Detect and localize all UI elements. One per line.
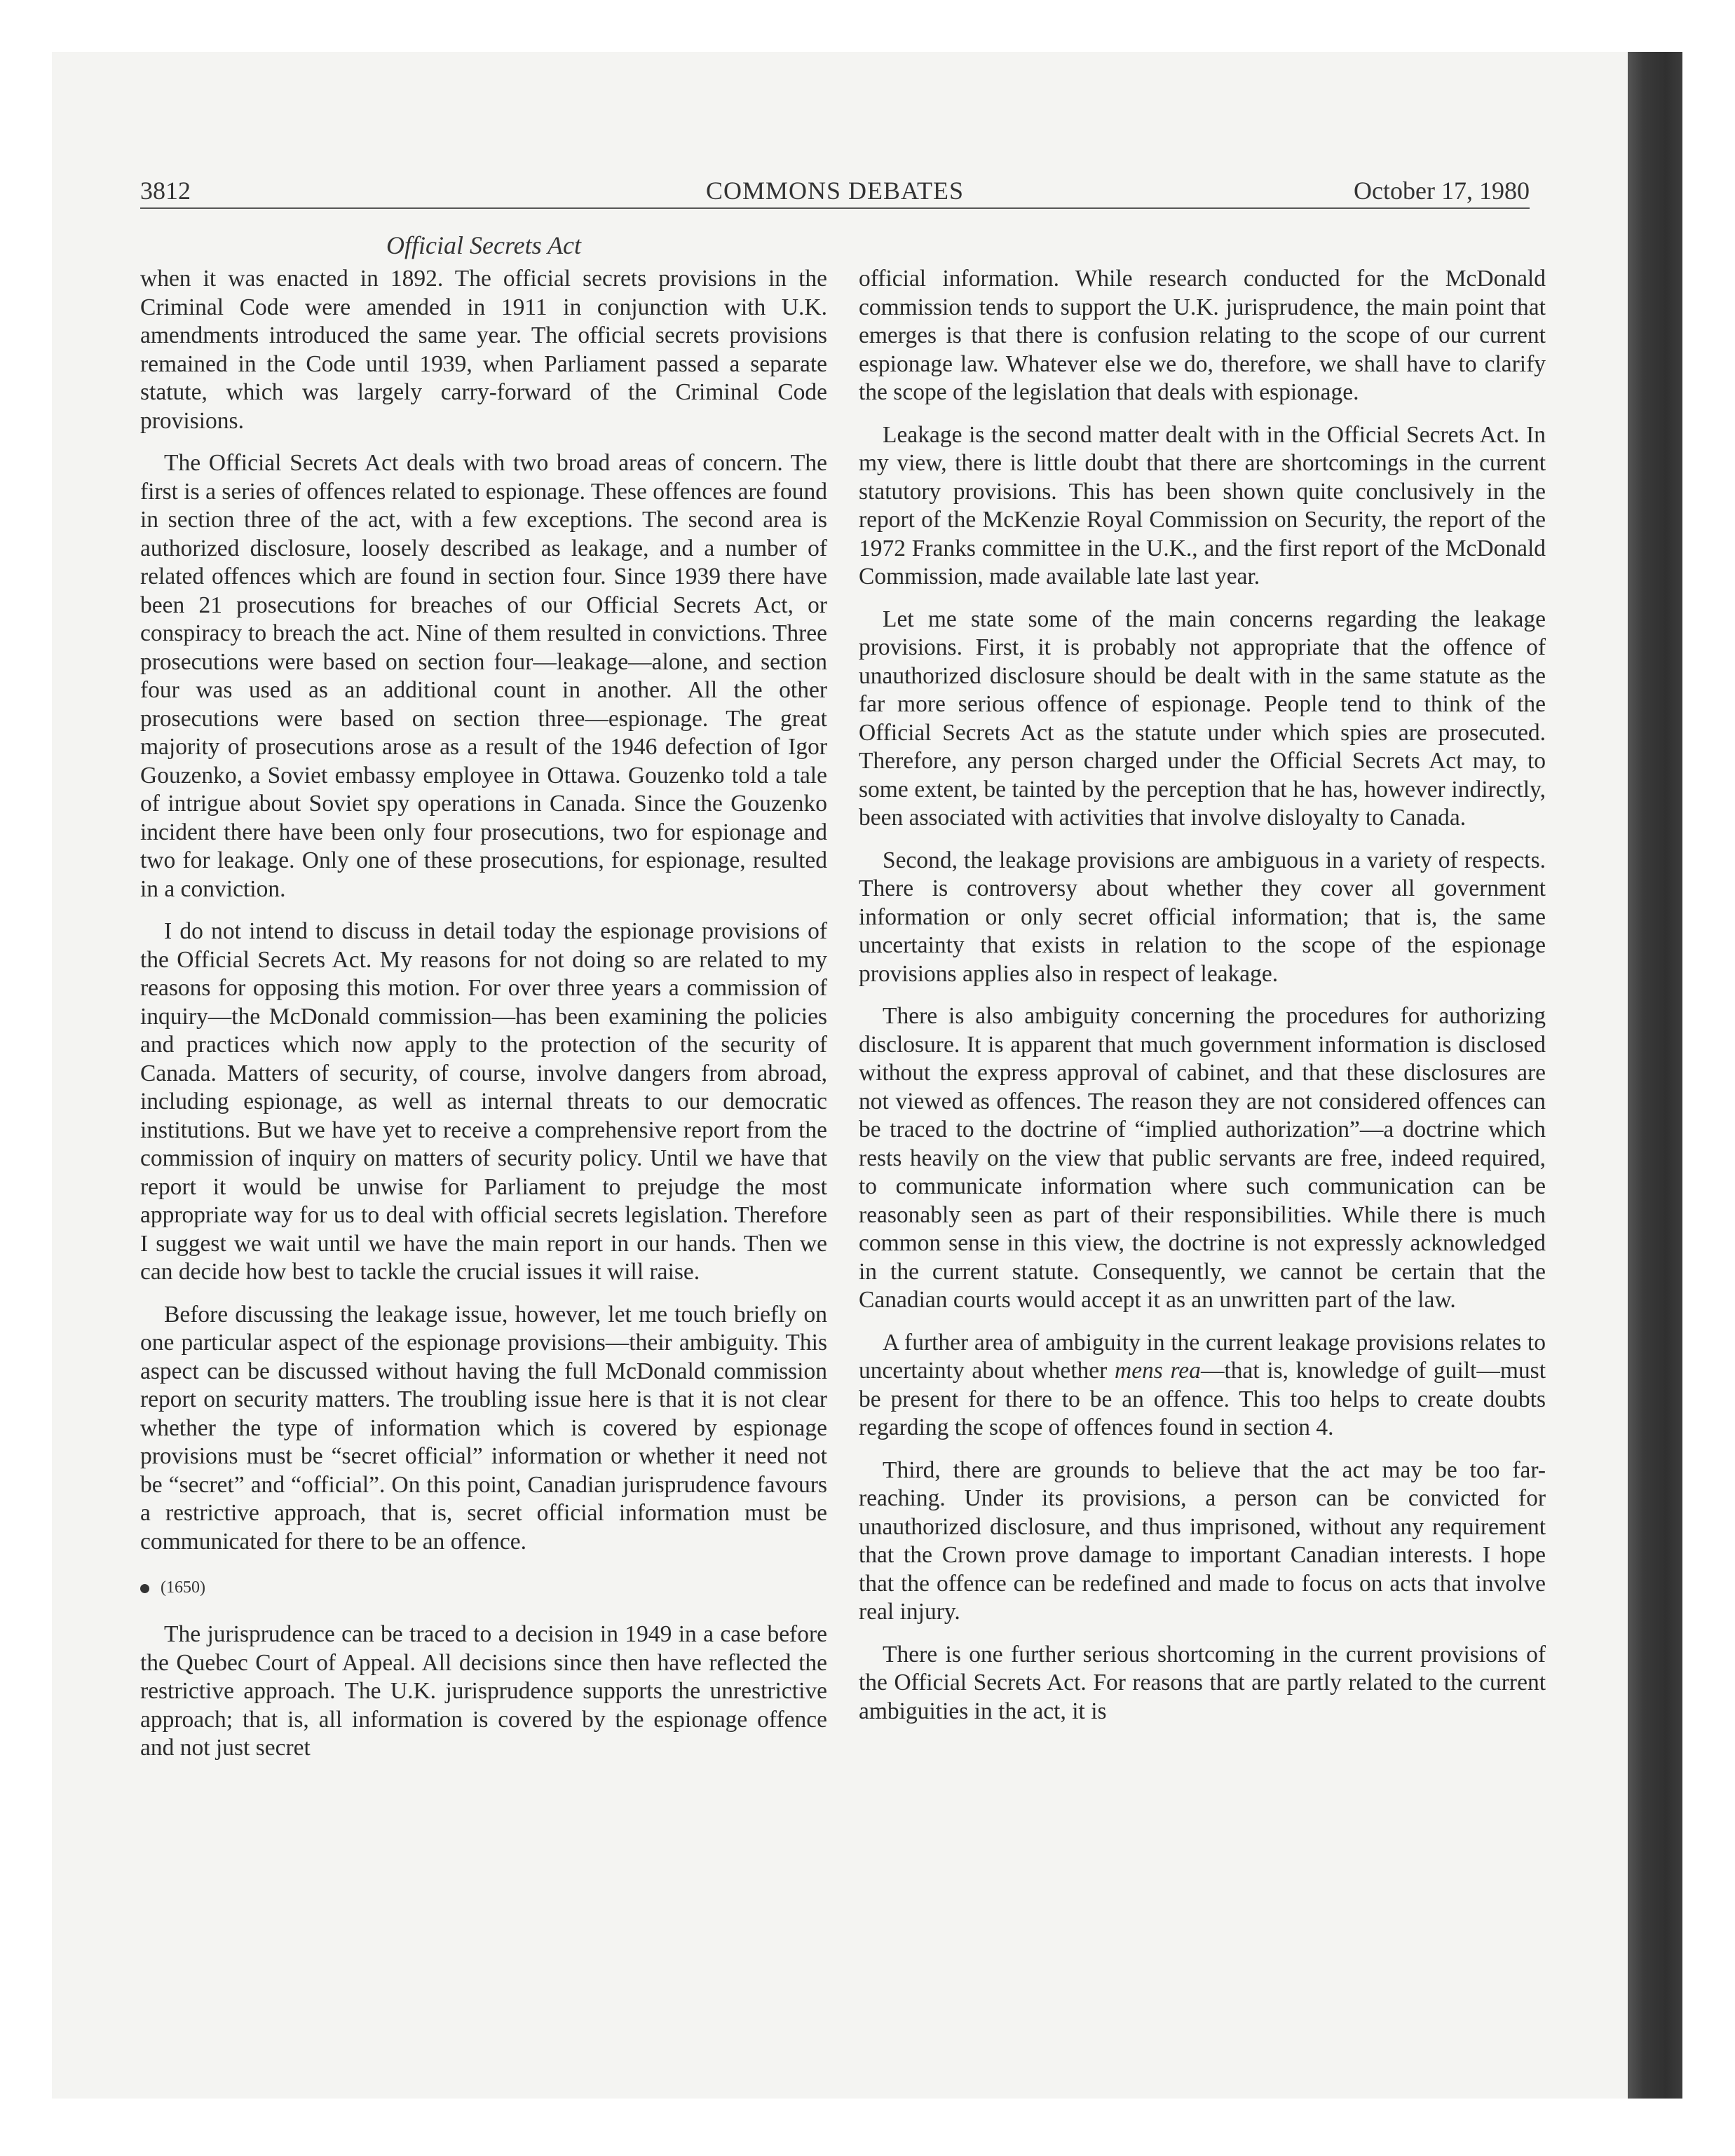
page-header <box>140 174 1530 207</box>
text-run: A further area of ambiguity in the current leakage provisions relates to uncertainty about whether <box>859 1329 1546 1384</box>
text-run: —that is, knowledge of guilt—must be present for there to be an offence. This too helps to create doubts regarding the scope of offences found in section 4. <box>859 1358 1546 1440</box>
header-rule <box>140 207 1530 209</box>
page-date: October 17, 1980 <box>1354 177 1530 205</box>
paragraph: The jurisprudence can be traced to a decision in 1949 in a case before the Quebec Court of Appeal. All decisions since then have reflected the restrictive approach. The U.K. jurisprudence supports the unrestrictive approach; that is, all information is covered by the espionage offence and not just secret <box>140 1621 827 1761</box>
paragraph: Let me state some of the main concerns regarding the leakage provisions. First, it is probably not appropriate that the offence of unauthorized disclosure should be dealt with in the same statute as the far more serious offence of espionage. People tend to think of the Official Secrets Act as the statute under which spies are prosecuted. Therefore, any person charged under the Official Secrets Act may, to some extent, be tainted by the perception that he has, however indirectly, been associated with activities that involve disloyalty to Canada. <box>859 606 1546 831</box>
right-column <box>859 265 1546 1726</box>
page-number: 3812 <box>140 177 191 205</box>
paragraph: There is also ambiguity concerning the procedures for authorizing disclosure. It is apparent that much government information is disclosed without the express approval of cabinet, and that these disclosures are not viewed as offences. The reason they are not considered offences can be traced to the doctrine of “implied authorization”—a doctrine which rests heavily on the view that public servants are free, indeed required, to communicate information where such communication can be reasonably seen as part of their responsibilities. While there is much common sense in this view, the doctrine is not expressly acknowledged in the current statute. Consequently, we cannot be certain that the Canadian courts would accept it as an unwritten part of the law. <box>859 1003 1546 1313</box>
paragraph-mens-rea <box>859 1329 1546 1442</box>
paragraph: There is one further serious shortcoming in the current provisions of the Official Secrets Act. For reasons that are partly related to the current ambiguities in the act, it is <box>859 1641 1546 1724</box>
paragraph: Third, there are grounds to believe that the act may be too far-reaching. Under its provisions, a person can be convicted for unauthorized disclosure, and thus imprisoned, without any requirement that the Crown prove damage to important Canadian interests. I hope that the offence can be redefined and made to focus on acts that involve real injury. <box>859 1456 1546 1625</box>
paragraph: I do not intend to discuss in detail today the espionage provisions of the Official Secrets Act. My reasons for not doing so are related to my reasons for opposing this motion. For over three years a commission of inquiry—the McDonald commission—has been examining the policies and practices which now apply to the protection of the security of Canada. Matters of security, of course, involve dangers from abroad, including espionage, as well as internal threats to our democratic institutions. But we have yet to receive a comprehensive report from the commission of inquiry on matters of security policy. Until we have that report it would be unwise for Parliament to prejudge the most appropriate way for us to deal with official secrets legislation. Therefore I suggest we wait until we have the main report in our hands. Then we can decide how best to tackle the crucial issues it will raise. <box>140 918 827 1285</box>
publication-title: COMMONS DEBATES <box>705 177 965 205</box>
paragraph: The Official Secrets Act deals with two broad areas of concern. The first is a series of offences related to espionage. These offences are found in section three of the act, with a few exceptions. The second area is authorized disclosure, loosely described as leakage, and a number of related offences which are found in section four. Since 1939 there have been 21 prosecutions for breaches of our Official Secrets Act, or conspiracy to breach the act. Nine of them resulted in convictions. Three prosecutions were based on section four—leakage—alone, and section four was used as an additional count in another. All the other prosecutions were based on section three—espionage. The great majority of prosecutions arose as a result of the 1946 defection of Igor Gouzenko, a Soviet embassy employee in Ottawa. Gouzenko told a tale of intrigue about Soviet spy operations in Canada. Since the Gouzenko incident there have been only four prosecutions, two for espionage and two for leakage. Only one of these prosecutions, for espionage, resulted in a conviction. <box>140 450 827 902</box>
left-column <box>140 265 827 1763</box>
paragraph: Leakage is the second matter dealt with in the Official Secrets Act. In my view, there is little doubt that there are shortcomings in the current statutory provisions. This has been shown quite conclusively in the report of the McKenzie Royal Commission on Security, the report of the 1972 Franks committee in the U.K., and the first report of the McDonald Commission, made available late last year. <box>859 421 1546 589</box>
time-marker-label: (1650) <box>161 1578 205 1597</box>
time-marker <box>140 1576 827 1599</box>
paragraph: official information. While research conducted for the McDonald commission tends to support the U.K. jurisprudence, the main point that emerges is that there is confusion relating to the scope of our current espionage law. Whatever else we do, therefore, we shall have to clarify the scope of the legislation that deals with espionage. <box>859 266 1546 405</box>
paragraph: Before discussing the leakage issue, however, let me touch briefly on one particular aspect of the espionage provisions—their ambiguity. This aspect can be discussed without having the full McDonald commission report on security matters. The troubling issue here is that it is not clear whether the type of information which is covered by espionage provisions must be “secret official” information or whether it need not be “secret” and “official”. On this point, Canadian jurisprudence favours a restrictive approach, that is, secret official information must be communicated for there to be an offence. <box>140 1301 827 1555</box>
bullet-icon <box>140 1584 149 1593</box>
subject-title: Official Secrets Act <box>386 231 581 259</box>
italic-term: mens rea <box>1115 1358 1201 1384</box>
scan-edge-shadow <box>1628 52 1682 2099</box>
paragraph: when it was enacted in 1892. The official secrets provisions in the Criminal Code were amended in 1911 in conjunction with U.K. amendments introduced the same year. The official secrets provisions remained in the Code until 1939, when Parliament passed a separate statute, which was largely carry-forward of the Criminal Code provisions. <box>140 266 827 434</box>
paragraph: Second, the leakage provisions are ambiguous in a variety of respects. There is controversy about whether they cover all government information or only secret official information; that is, the same uncertainty that exists in relation to the scope of the espionage provisions applies also in respect of leakage. <box>859 847 1546 987</box>
